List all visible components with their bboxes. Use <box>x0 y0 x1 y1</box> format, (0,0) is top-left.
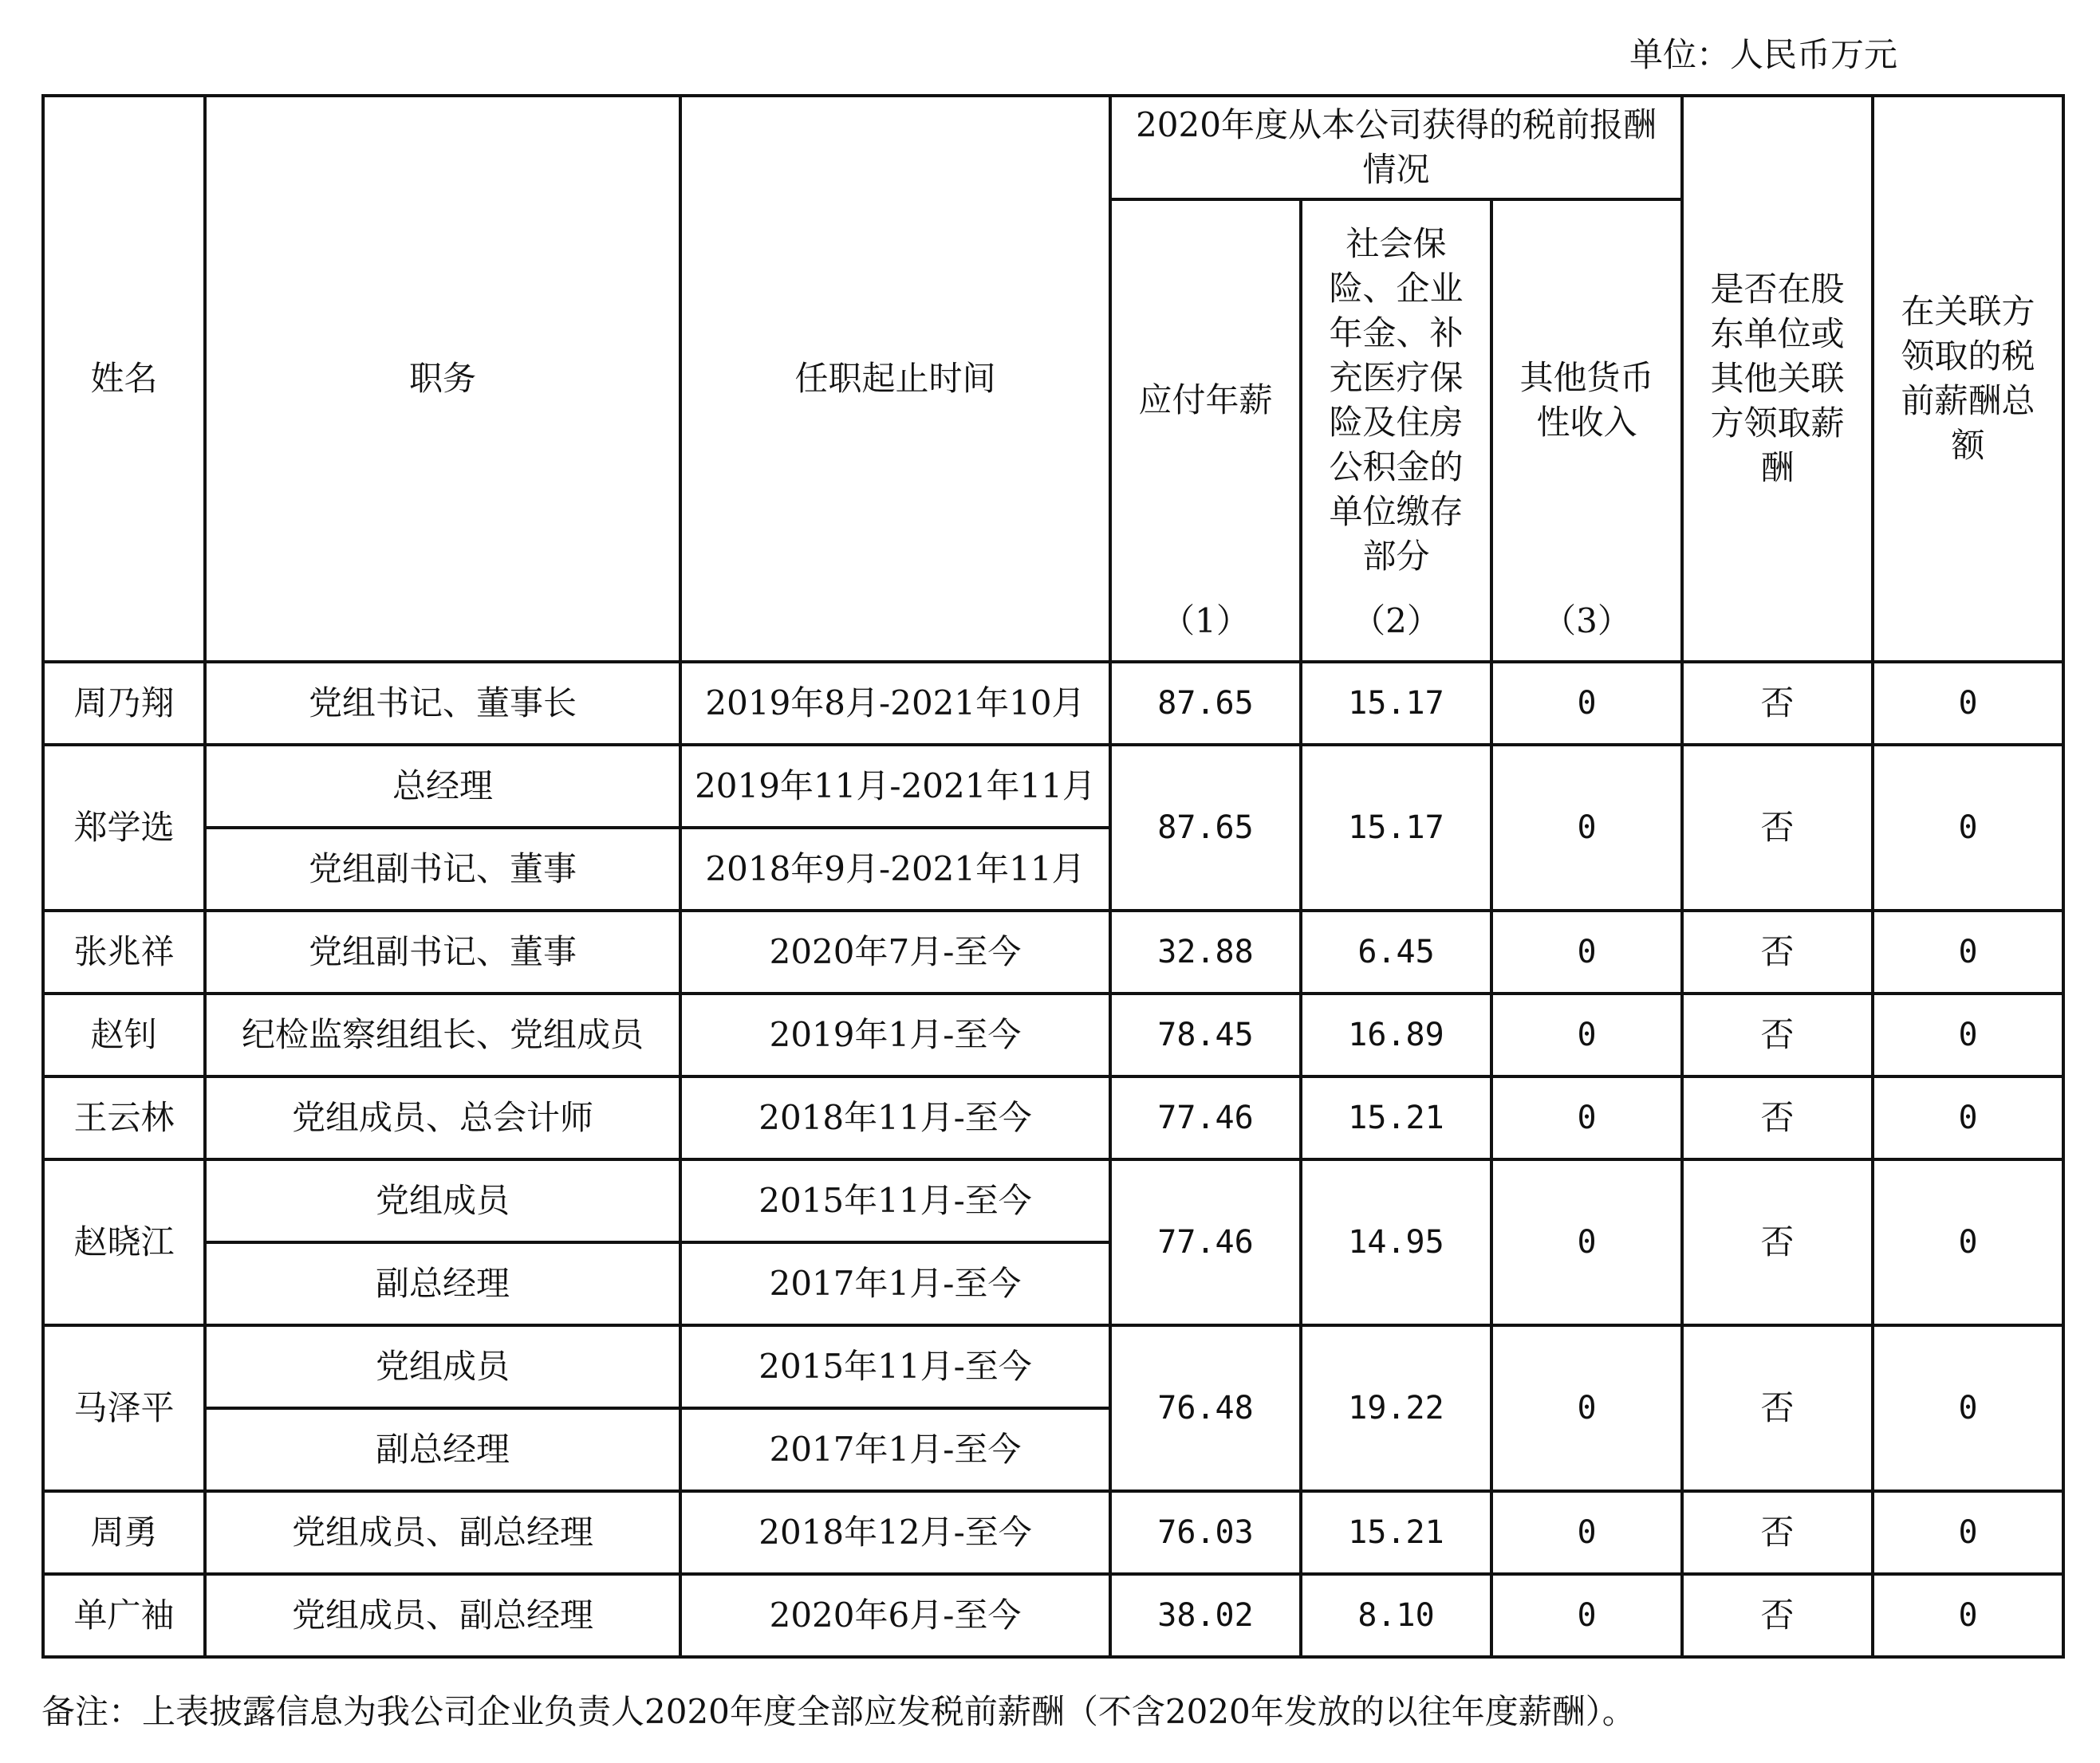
cell-position: 总经理 <box>205 745 680 828</box>
cell-tenure: 2020年6月-至今 <box>680 1574 1110 1657</box>
cell-insurance: 15.17 <box>1301 662 1491 745</box>
table-row <box>43 1076 2063 1159</box>
cell-tenure: 2018年12月-至今 <box>680 1491 1110 1574</box>
header-related-total: 在关联方领取的税前薪酬总额 <box>1873 96 2063 662</box>
cell-related-flag: 否 <box>1682 1325 1873 1491</box>
cell-related-total: 0 <box>1873 662 2063 745</box>
cell-other-income: 0 <box>1491 911 1682 994</box>
cell-position: 党组成员、副总经理 <box>205 1574 680 1657</box>
cell-position: 党组书记、董事长 <box>205 662 680 745</box>
header-insurance-index: （2） <box>1352 601 1440 640</box>
cell-position: 党组成员 <box>205 1159 680 1242</box>
cell-position: 党组成员、总会计师 <box>205 1076 680 1159</box>
cell-salary: 77.46 <box>1110 1159 1301 1325</box>
header-tenure: 任职起止时间 <box>680 96 1110 662</box>
cell-related-total: 0 <box>1873 1574 2063 1657</box>
table-row <box>43 662 2063 745</box>
compensation-table-container <box>41 94 2062 1659</box>
cell-insurance: 19.22 <box>1301 1325 1491 1491</box>
cell-related-flag: 否 <box>1682 745 1873 911</box>
cell-insurance: 15.21 <box>1301 1491 1491 1574</box>
cell-position: 党组副书记、董事 <box>205 911 680 994</box>
table-row <box>43 1325 2063 1408</box>
cell-tenure: 2017年1月-至今 <box>680 1408 1110 1491</box>
compensation-table <box>41 94 2065 1659</box>
cell-position: 纪检监察组组长、党组成员 <box>205 994 680 1076</box>
cell-tenure: 2019年8月-2021年10月 <box>680 662 1110 745</box>
cell-name: 单广袖 <box>43 1574 205 1657</box>
header-salary: 应付年薪 （1） <box>1110 199 1301 662</box>
cell-related-total: 0 <box>1873 1159 2063 1325</box>
header-related-flag: 是否在股东单位或其他关联方领取薪酬 <box>1682 96 1873 662</box>
cell-insurance: 16.89 <box>1301 994 1491 1076</box>
cell-salary: 77.46 <box>1110 1076 1301 1159</box>
cell-insurance: 15.17 <box>1301 745 1491 911</box>
cell-insurance: 6.45 <box>1301 911 1491 994</box>
cell-position: 党组副书记、董事 <box>205 828 680 911</box>
cell-name: 张兆祥 <box>43 911 205 994</box>
header-pretax-group: 2020年度从本公司获得的税前报酬情况 <box>1110 96 1682 199</box>
cell-name: 赵钊 <box>43 994 205 1076</box>
cell-other-income: 0 <box>1491 1076 1682 1159</box>
cell-other-income: 0 <box>1491 1325 1682 1491</box>
cell-related-flag: 否 <box>1682 1574 1873 1657</box>
cell-insurance: 14.95 <box>1301 1159 1491 1325</box>
cell-salary: 32.88 <box>1110 911 1301 994</box>
cell-position: 副总经理 <box>205 1242 680 1325</box>
header-other-index: （3） <box>1542 601 1631 640</box>
cell-salary: 87.65 <box>1110 745 1301 911</box>
table-row <box>43 1491 2063 1574</box>
header-name: 姓名 <box>43 96 205 662</box>
table-row <box>43 911 2063 994</box>
table-row <box>43 1159 2063 1242</box>
cell-salary: 78.45 <box>1110 994 1301 1076</box>
cell-other-income: 0 <box>1491 1574 1682 1657</box>
cell-other-income: 0 <box>1491 994 1682 1076</box>
cell-name: 王云林 <box>43 1076 205 1159</box>
cell-other-income: 0 <box>1491 662 1682 745</box>
cell-salary: 38.02 <box>1110 1574 1301 1657</box>
cell-salary: 76.03 <box>1110 1491 1301 1574</box>
cell-name: 周勇 <box>43 1491 205 1574</box>
table-header <box>43 96 2063 662</box>
footnote: 备注：上表披露信息为我公司企业负责人2020年度全部应发税前薪酬（不含2020年发放的以往年度薪酬）。 <box>41 1692 1636 1731</box>
cell-tenure: 2017年1月-至今 <box>680 1242 1110 1325</box>
table-row <box>43 745 2063 828</box>
cell-related-total: 0 <box>1873 1325 2063 1491</box>
cell-related-total: 0 <box>1873 1076 2063 1159</box>
table-row <box>43 994 2063 1076</box>
header-other-income: 其他货币性收入 （3） <box>1491 199 1682 662</box>
cell-related-flag: 否 <box>1682 1159 1873 1325</box>
cell-tenure: 2015年11月-至今 <box>680 1159 1110 1242</box>
cell-position: 党组成员 <box>205 1325 680 1408</box>
cell-related-total: 0 <box>1873 1491 2063 1574</box>
cell-related-flag: 否 <box>1682 662 1873 745</box>
table-body <box>43 662 2063 1657</box>
cell-tenure: 2018年9月-2021年11月 <box>680 828 1110 911</box>
cell-name: 赵晓江 <box>43 1159 205 1325</box>
cell-salary: 76.48 <box>1110 1325 1301 1491</box>
cell-related-flag: 否 <box>1682 994 1873 1076</box>
cell-tenure: 2019年11月-2021年11月 <box>680 745 1110 828</box>
cell-tenure: 2019年1月-至今 <box>680 994 1110 1076</box>
cell-other-income: 0 <box>1491 1159 1682 1325</box>
unit-label: 单位：人民币万元 <box>1629 35 1898 74</box>
cell-insurance: 15.21 <box>1301 1076 1491 1159</box>
cell-name: 周乃翔 <box>43 662 205 745</box>
cell-tenure: 2015年11月-至今 <box>680 1325 1110 1408</box>
cell-position: 党组成员、副总经理 <box>205 1491 680 1574</box>
cell-name: 马泽平 <box>43 1325 205 1491</box>
table-row <box>43 1574 2063 1657</box>
header-position: 职务 <box>205 96 680 662</box>
cell-tenure: 2020年7月-至今 <box>680 911 1110 994</box>
cell-related-flag: 否 <box>1682 911 1873 994</box>
header-insurance: 社会保险、企业年金、补充医疗保险及住房公积金的单位缴存部分 （2） <box>1301 199 1491 662</box>
cell-related-total: 0 <box>1873 994 2063 1076</box>
cell-tenure: 2018年11月-至今 <box>680 1076 1110 1159</box>
header-salary-index: （1） <box>1161 601 1250 640</box>
cell-related-flag: 否 <box>1682 1076 1873 1159</box>
cell-other-income: 0 <box>1491 745 1682 911</box>
cell-related-total: 0 <box>1873 745 2063 911</box>
cell-name: 郑学选 <box>43 745 205 911</box>
cell-other-income: 0 <box>1491 1491 1682 1574</box>
cell-related-total: 0 <box>1873 911 2063 994</box>
cell-salary: 87.65 <box>1110 662 1301 745</box>
cell-insurance: 8.10 <box>1301 1574 1491 1657</box>
cell-position: 副总经理 <box>205 1408 680 1491</box>
cell-related-flag: 否 <box>1682 1491 1873 1574</box>
